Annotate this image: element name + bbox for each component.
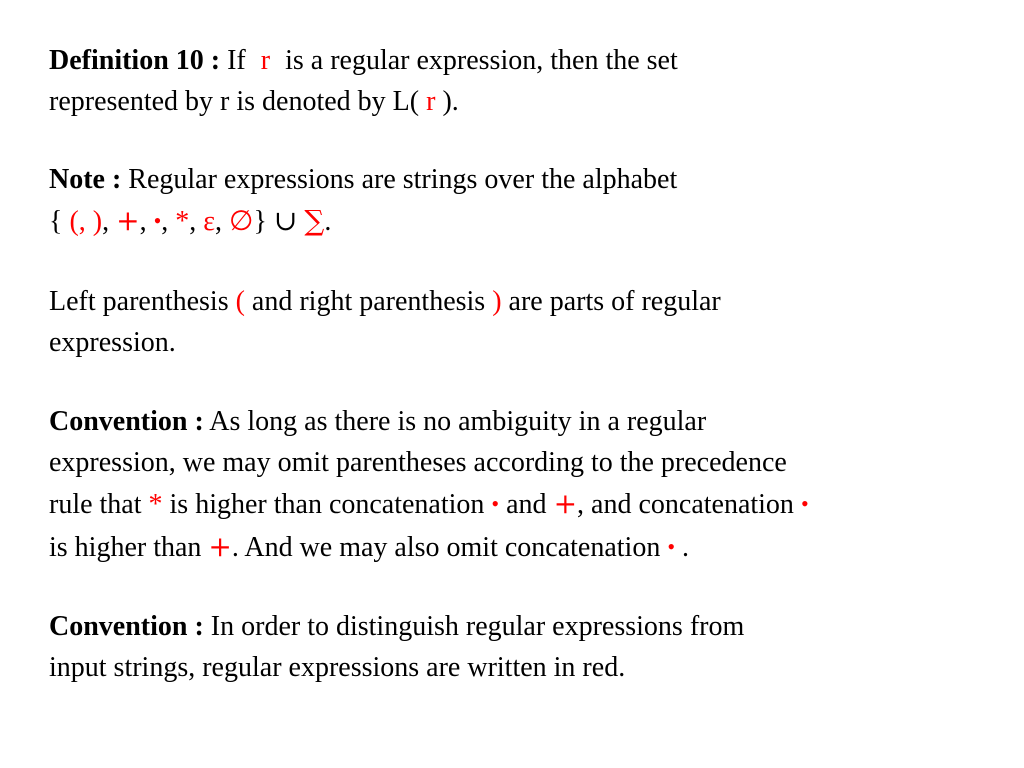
convention-text: rule that [49, 489, 142, 520]
note-heading: Note : [49, 164, 122, 195]
regex-symbol-r: r [426, 86, 436, 117]
regex-symbol-r: r [260, 45, 271, 76]
alphabet-star: * [175, 206, 190, 237]
parens-text: Left parenthesis [49, 286, 229, 317]
convention-text: input strings, regular expressions are written in red. [49, 652, 626, 683]
alphabet-concat-dot: • [153, 208, 162, 233]
note-period: . [324, 206, 332, 237]
convention-text: . [682, 532, 690, 563]
sigma-symbol: ∑ [304, 204, 325, 237]
plus-symbol: + [553, 487, 578, 520]
alphabet-plus: + [116, 204, 140, 237]
alphabet-comma: , [139, 206, 147, 237]
definition-text: represented by r is denoted by L( [49, 86, 420, 117]
alphabet-close-brace: } [253, 206, 267, 237]
concat-dot-symbol: • [800, 491, 809, 516]
plus-symbol: + [208, 530, 232, 563]
alphabet-epsilon: ε [203, 206, 216, 237]
alphabet-comma: , [161, 206, 169, 237]
parens-text: and right parenthesis [251, 286, 486, 317]
alphabet-emptyset: ∅ [229, 204, 254, 237]
slide-content [49, 40, 989, 688]
definition-text: is a regular expression, then the set [285, 45, 678, 76]
convention-text: is higher than concatenation [169, 489, 485, 520]
convention-heading: Convention : [49, 406, 204, 437]
parens-text: are parts of regular [508, 286, 721, 317]
convention-heading: Convention : [49, 611, 204, 642]
definition-text: ). [442, 86, 459, 117]
convention-text: expression, we may omit parentheses according to the precedence [49, 447, 787, 478]
right-paren-symbol: ) [492, 286, 502, 317]
definition-paragraph [49, 40, 989, 122]
parens-paragraph [49, 281, 989, 363]
alphabet-comma: , [78, 206, 86, 237]
convention-text: In order to distinguish regular expressions from [210, 611, 745, 642]
convention-text: and [506, 489, 547, 520]
alphabet-open-brace: { [49, 206, 63, 237]
alphabet-comma: , [215, 206, 223, 237]
convention-text: is higher than [49, 532, 202, 563]
union-symbol: ∪ [273, 204, 298, 237]
note-text: Regular expressions are strings over the alphabet [128, 164, 678, 195]
alphabet-comma: , [189, 206, 197, 237]
alphabet-right-paren: ) [92, 206, 103, 237]
definition-text: If [227, 45, 246, 76]
alphabet-comma: , [102, 206, 110, 237]
alphabet-left-paren: ( [69, 206, 79, 237]
concat-dot-symbol: • [667, 534, 676, 559]
convention-red-paragraph [49, 606, 989, 688]
definition-heading: Definition 10 : [49, 45, 221, 76]
concat-dot-symbol: • [491, 491, 500, 516]
star-symbol: * [148, 489, 163, 520]
convention-precedence-paragraph [49, 401, 989, 569]
convention-text: , and concatenation [577, 489, 794, 520]
convention-text: As long as there is no ambiguity in a regular [209, 406, 707, 437]
left-paren-symbol: ( [235, 286, 245, 317]
convention-text: . And we may also omit concatenation [231, 532, 661, 563]
parens-text: expression. [49, 327, 176, 358]
note-paragraph [49, 159, 989, 243]
